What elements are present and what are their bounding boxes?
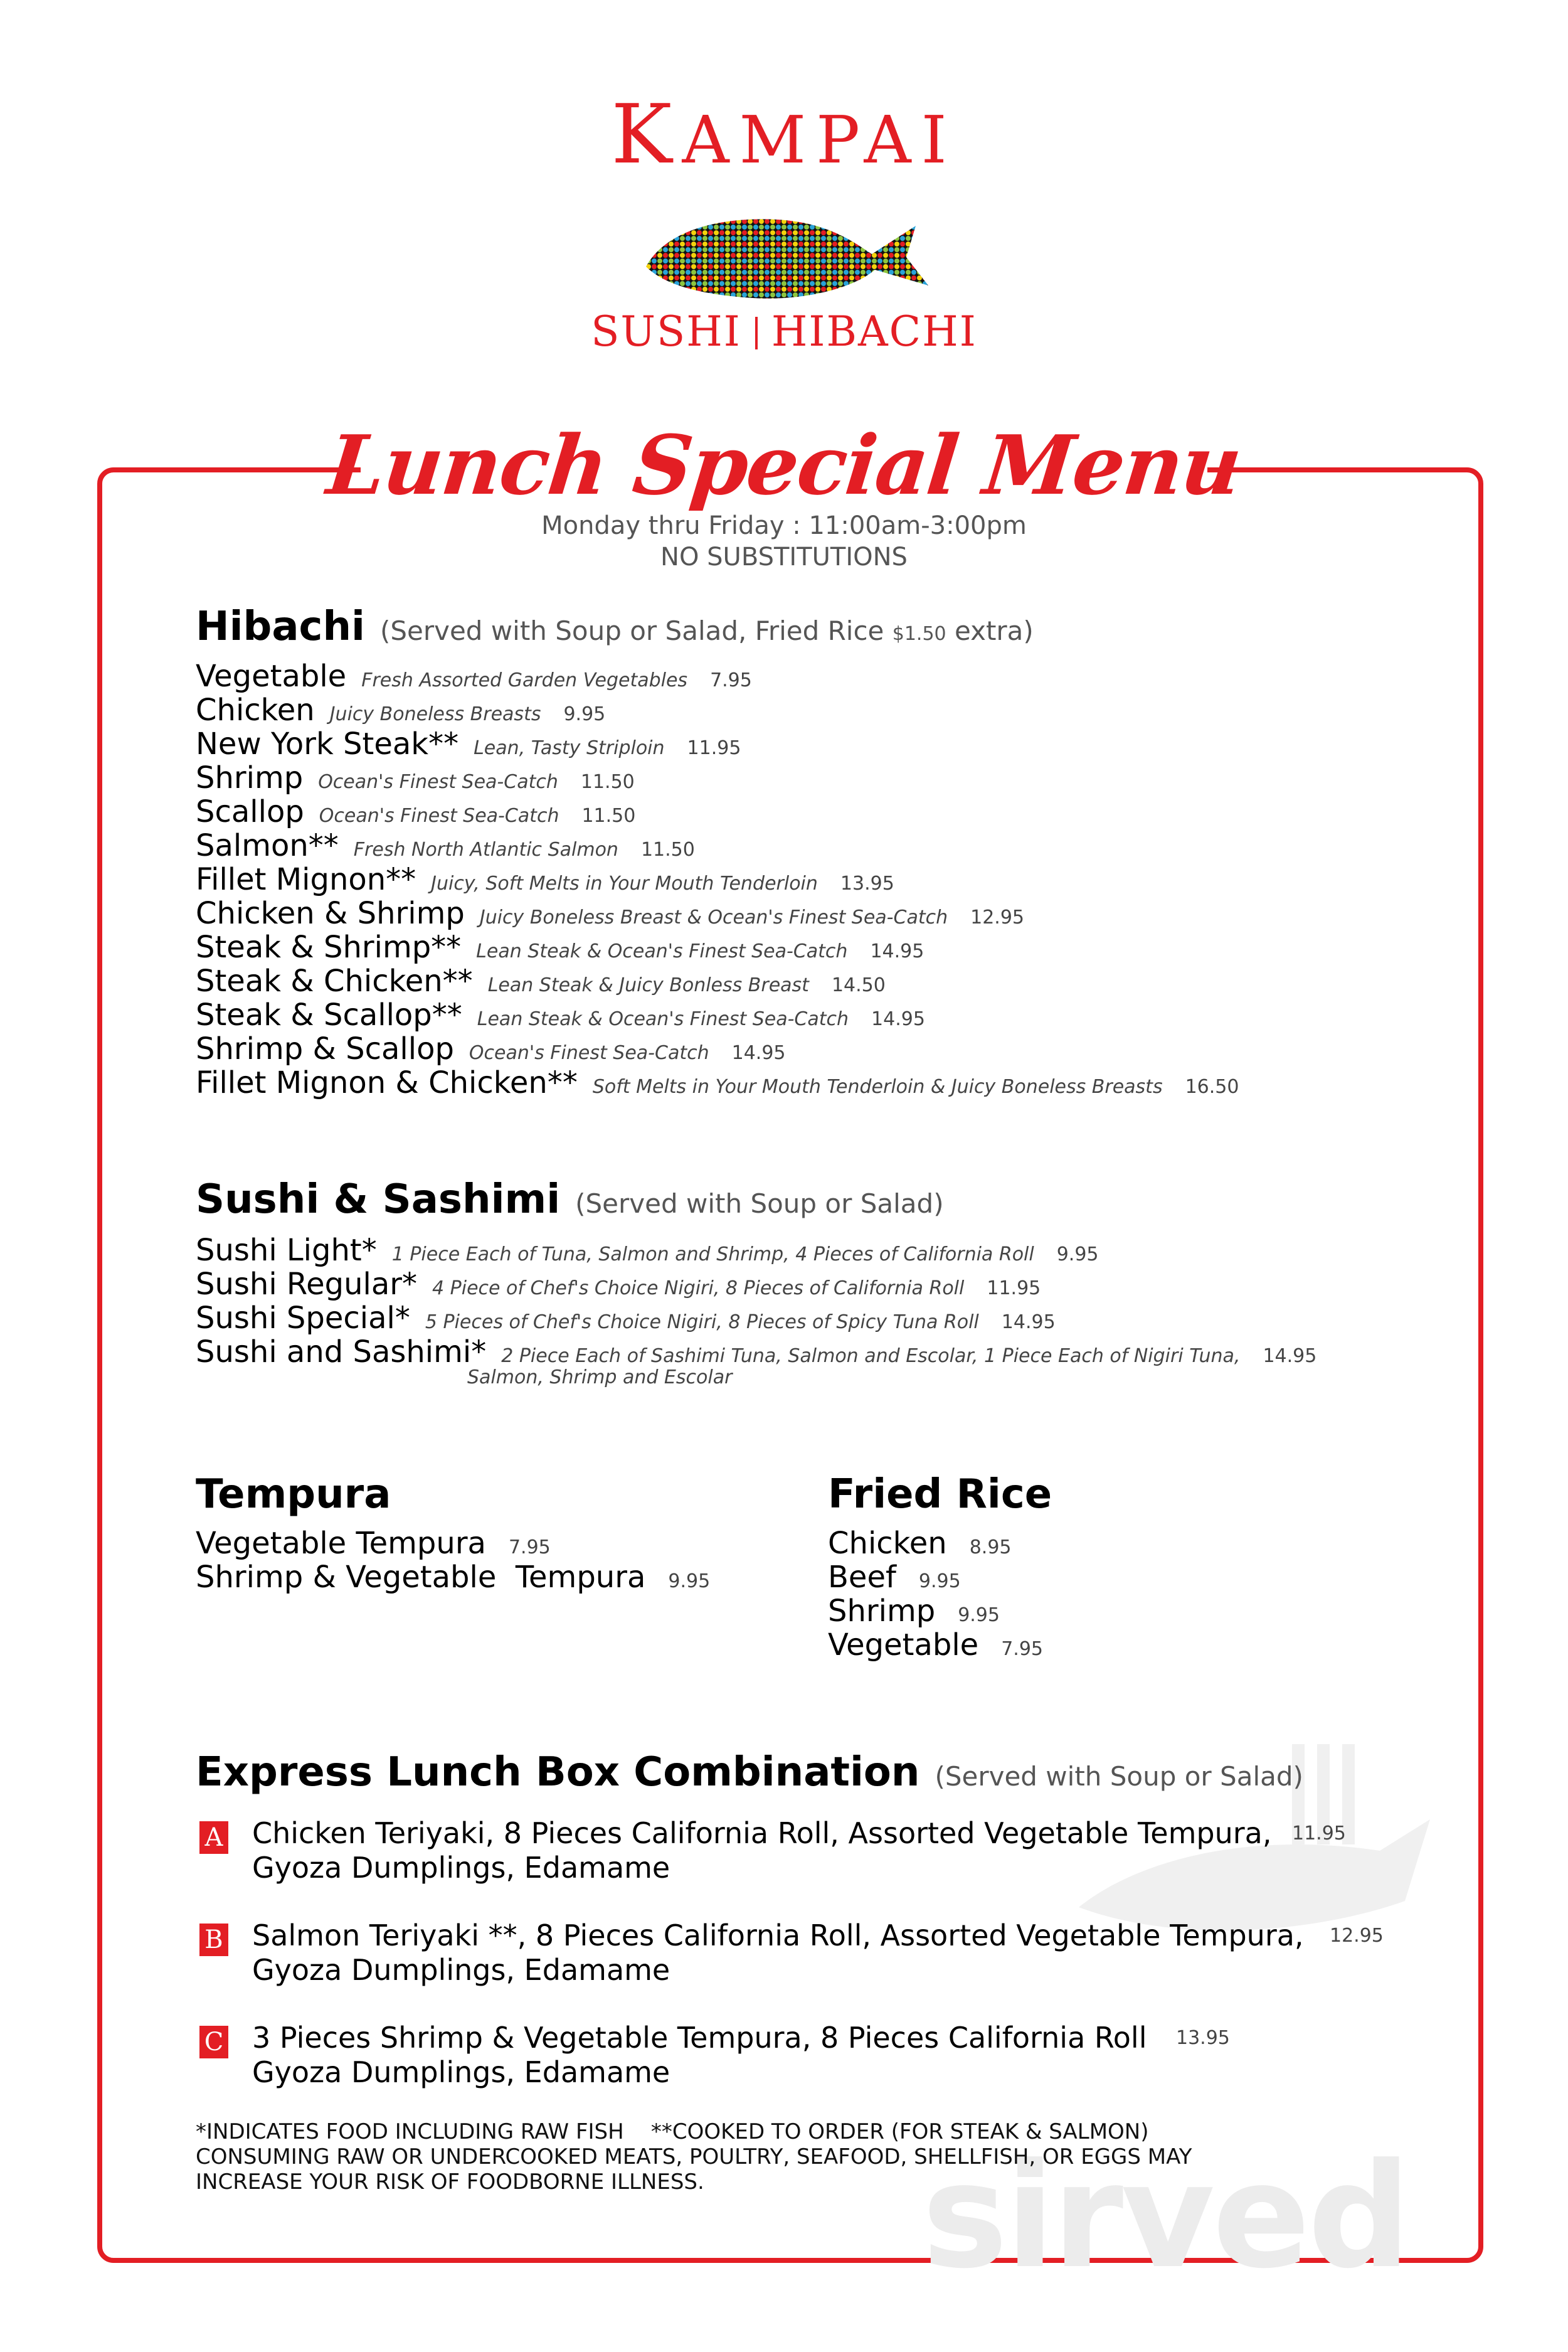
item-desc: 1 Piece Each of Tuna, Salmon and Shrimp, 4 Pieces of California Roll [391,1243,1034,1265]
item-name: Sushi Special* [196,1301,410,1336]
express-section-title [196,1749,1303,1796]
hours-text: Monday thru Friday : 11:00am-3:00pm [541,511,1027,540]
item-name: Vegetable [196,659,347,694]
item-name: Vegetable Tempura [196,1526,486,1561]
no-substitutions-text: NO SUBSTITUTIONS [660,543,908,572]
item-desc: Lean, Tasty Striploin [474,737,665,759]
hibachi-note [380,615,1034,646]
hibachi-title: Hibachi [196,604,365,650]
item-name: Steak & Scallop** [196,998,462,1033]
item-price: 9.95 [668,1570,711,1592]
fried-rice-section-title: Fried Rice [828,1471,1052,1518]
menu-item [196,1334,1316,1370]
item-price: 14.95 [1263,1345,1317,1367]
express-title: Express Lunch Box Combination [196,1749,920,1796]
brand-subtitle [0,307,1568,356]
subtitle-divider [755,317,758,349]
item-desc: Ocean's Finest Sea-Catch [319,805,559,827]
item-desc: 5 Pieces of Chef's Choice Nigiri, 8 Pieces of Spicy Tuna Roll [425,1311,979,1333]
menu-item [196,896,1024,931]
item-name: Steak & Chicken** [196,964,473,999]
item-desc: 2 Piece Each of Sashimi Tuna, Salmon and Escolar, 1 Piece Each of Nigiri Tuna, [501,1345,1241,1367]
item-desc: Ocean's Finest Sea-Catch [469,1042,709,1064]
menu-item [196,1065,1239,1100]
item-desc: Ocean's Finest Sea-Catch [318,771,558,793]
combo-a-line2: Gyoza Dumplings, Edamame [252,1851,670,1885]
menu-item [196,930,924,965]
item-price: 9.95 [563,703,606,725]
disclaimer-line3: INCREASE YOUR RISK OF FOODBORNE ILLNESS. [196,2169,704,2195]
item-name: Sushi and Sashimi* [196,1334,487,1370]
item-desc: Juicy Boneless Breasts [329,703,541,725]
menu-item [196,1267,1041,1302]
item-name: Sushi Regular* [196,1267,418,1302]
item-name: Scallop [196,794,304,829]
item-price: 7.95 [508,1536,551,1558]
item-name: Fillet Mignon & Chicken** [196,1065,578,1100]
brand-name-rest: AMPAI [682,102,957,178]
menu-item [196,1031,786,1067]
subtitle-hibachi: HIBACHI [771,307,977,356]
combo-c-price: 13.95 [1176,2027,1230,2049]
item-desc: Fresh North Atlantic Salmon [353,839,618,861]
item-name: Chicken & Shrimp [196,896,465,931]
brand-initial: K [611,87,682,182]
express-note: (Served with Soup or Salad) [935,1761,1303,1792]
item-price: 14.95 [1001,1311,1056,1333]
item-desc: 4 Piece of Chef's Choice Nigiri, 8 Pieces of California Roll [432,1277,965,1299]
item-price: 13.95 [840,873,894,895]
sushi-title: Sushi & Sashimi [196,1176,561,1223]
combo-b-line2: Gyoza Dumplings, Edamame [252,1953,670,1987]
item-price: 14.50 [831,974,886,996]
item-name: Shrimp & Vegetable Tempura [196,1560,646,1595]
item-desc: Fresh Assorted Garden Vegetables [361,669,688,691]
item-name: New York Steak** [196,726,459,762]
item-name: Shrimp & Scallop [196,1031,454,1067]
subtitle-sushi: SUSHI [591,307,741,356]
hibachi-section-title [196,604,1034,650]
combo-badge-b: B [199,1924,228,1956]
item-desc: Lean Steak & Ocean's Finest Sea-Catch [476,940,848,962]
combo-badge-c: C [199,2026,228,2058]
item-price: 14.95 [871,1008,925,1030]
menu-item [828,1526,1012,1561]
item-price: 14.95 [731,1042,786,1064]
item-price: 9.95 [958,1604,1000,1626]
fish-logo-icon [640,207,935,307]
item-desc: Soft Melts in Your Mouth Tenderloin & Juicy Boneless Breasts [592,1076,1163,1098]
sushi-section-title [196,1176,944,1223]
sushi-note: (Served with Soup or Salad) [575,1188,944,1219]
item-name: Shrimp [196,760,304,796]
item-price: 12.95 [970,907,1024,929]
menu-item [828,1560,961,1595]
menu-item [196,862,894,897]
menu-item [196,1560,710,1595]
item-price: 14.95 [870,940,924,962]
item-price: 11.50 [580,771,635,793]
item-price: 11.50 [640,839,695,861]
combo-c-line2: Gyoza Dumplings, Edamame [252,2055,670,2089]
disclaimer-line2: CONSUMING RAW OR UNDERCOOKED MEATS, POULTRY, SEAFOOD, SHELLFISH, OR EGGS MAY [196,2144,1192,2169]
item-name: Chicken [196,693,315,728]
menu-item [196,726,741,762]
brand-logo-text [0,87,1568,182]
disclaimer-line1: *INDICATES FOOD INCLUDING RAW FISH **COOKED TO ORDER (FOR STEAK & SALMON) [196,2119,1149,2144]
item-price: 11.95 [687,737,741,759]
menu-item [196,964,886,999]
item-desc: Lean Steak & Ocean's Finest Sea-Catch [477,1008,849,1030]
tempura-section-title: Tempura [196,1471,391,1518]
combo-b-price: 12.95 [1330,1925,1384,1947]
item-name: Shrimp [828,1594,936,1629]
menu-item [196,659,752,694]
menu-item [196,998,925,1033]
combo-badge-a: A [199,1821,228,1854]
item-price: 16.50 [1185,1076,1239,1098]
item-name: Fillet Mignon** [196,862,416,897]
item-desc: Lean Steak & Juicy Bonless Breast [487,974,809,996]
combo-a-price: 11.95 [1292,1823,1346,1844]
menu-item [196,794,635,829]
hibachi-note-post: extra) [946,615,1034,646]
item-price: 7.95 [1001,1638,1044,1660]
item-price: 11.50 [581,805,636,827]
menu-item [196,1301,1056,1336]
item-name: Salmon** [196,828,339,863]
item-price: 8.95 [969,1536,1012,1558]
menu-item [828,1627,1043,1663]
menu-item [828,1594,1000,1629]
item-price: 7.95 [710,669,752,691]
combo-b-line1: Salmon Teriyaki **, 8 Pieces California Roll, Assorted Vegetable Tempura, [252,1918,1304,1952]
combo-a-line1: Chicken Teriyaki, 8 Pieces California Roll, Assorted Vegetable Tempura, [252,1816,1272,1850]
item-desc: Juicy Boneless Breast & Ocean's Finest Sea-Catch [479,907,948,929]
item-name: Vegetable [828,1627,979,1663]
item-name: Beef [828,1560,896,1595]
item-price: 9.95 [918,1570,961,1592]
combo-c-line1: 3 Pieces Shrimp & Vegetable Tempura, 8 Pieces California Roll [252,2021,1147,2055]
item-name: Chicken [828,1526,947,1561]
item-price: 11.95 [987,1277,1041,1299]
menu-item [196,1233,1099,1268]
menu-item [196,1526,551,1561]
menu-item [196,760,635,796]
item-desc-continued: Salmon, Shrimp and Escolar [467,1366,733,1388]
hibachi-note-pre: (Served with Soup or Salad, Fried Rice [379,615,893,646]
menu-title: Lunch Special Menu [322,417,1245,513]
sirved-watermark: sirved [922,2133,1409,2301]
item-name: Sushi Light* [196,1233,377,1268]
item-name: Steak & Shrimp** [196,930,462,965]
menu-item [196,693,605,728]
item-price: 9.95 [1056,1243,1099,1265]
hibachi-note-price: $1.50 [892,623,946,645]
item-desc: Juicy, Soft Melts in Your Mouth Tenderloin [431,873,818,895]
menu-item [196,828,695,863]
